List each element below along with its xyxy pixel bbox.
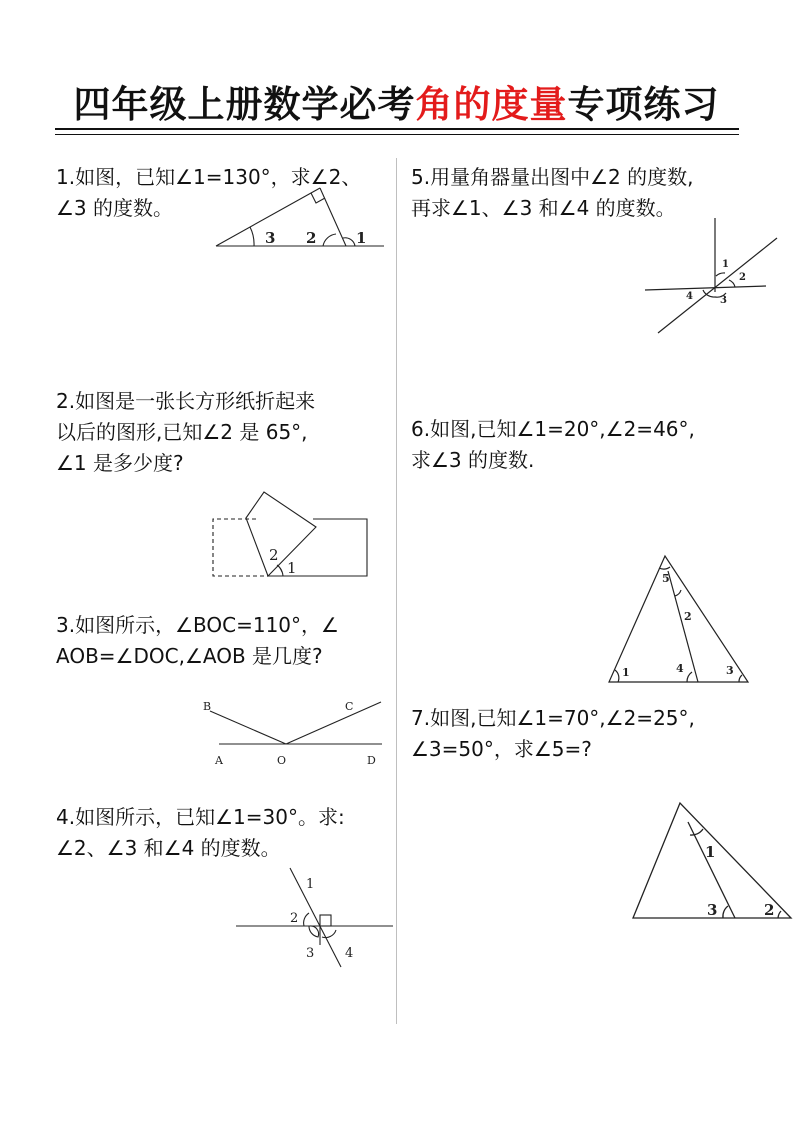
angle-label-3: 3: [726, 664, 734, 677]
question-line: 5.用量角器量出图中∠2 的度数,: [411, 165, 694, 189]
question-3: [56, 610, 339, 672]
angle-label-2: 2: [269, 546, 279, 564]
question-line: 以后的图形,已知∠2 是 65°,: [56, 420, 308, 444]
title-highlight: 角的度量: [415, 82, 568, 126]
angle-label-4: 4: [345, 946, 354, 961]
angle-label-5: 5: [662, 572, 670, 585]
angle-label-1: 1: [356, 229, 367, 247]
angle-label-3: 3: [707, 901, 718, 919]
angle-label-2: 2: [739, 272, 746, 283]
angle-label-1: 1: [306, 877, 315, 892]
angle-label-2: 2: [306, 229, 317, 247]
angle-label-4: 4: [676, 662, 684, 675]
question-line: 1.如图，已知∠1=130°，求∠2、: [56, 165, 362, 189]
question-line: ∠1 是多少度?: [56, 451, 184, 475]
point-label-C: C: [345, 700, 354, 713]
question-7: [411, 703, 695, 765]
point-label-B: B: [203, 700, 212, 713]
question-line: ∠3 的度数。: [56, 196, 174, 220]
point-label-A: A: [215, 754, 223, 767]
question-line: ∠2、∠3 和∠4 的度数。: [56, 836, 281, 860]
angle-label-2: 2: [290, 911, 299, 926]
point-label-D: D: [367, 754, 376, 767]
title-rule-thick: [55, 128, 739, 130]
angle-label-2: 2: [684, 610, 692, 623]
question-5: [411, 162, 693, 224]
angle-label-1: 1: [705, 843, 716, 861]
angle-label-4: 4: [686, 291, 693, 302]
question-line: 6.如图,已知∠1=20°,∠2=46°,: [411, 417, 695, 441]
question-4: [56, 802, 345, 864]
question-line: 再求∠1、∠3 和∠4 的度数。: [411, 196, 676, 220]
title-prefix: 四年级上册数学必考: [73, 82, 416, 126]
title-suffix: 专项练习: [567, 82, 720, 126]
question-line: 4.如图所示，已知∠1=30°。求:: [56, 805, 345, 829]
question-6: [411, 414, 695, 476]
title-rule-thin: [55, 134, 739, 135]
angle-label-3: 3: [265, 229, 276, 247]
angle-label-1: 1: [622, 666, 630, 679]
question-line: AOB=∠DOC,∠AOB 是几度?: [56, 644, 323, 668]
angle-label-1: 1: [722, 259, 729, 270]
page-title: [0, 74, 793, 128]
angle-label-1: 1: [287, 559, 297, 577]
question-line: 求∠3 的度数.: [411, 448, 535, 472]
angle-label-3: 3: [306, 946, 315, 961]
question-1: [56, 162, 361, 224]
question-line: 3.如图所示，∠BOC=110°，∠: [56, 613, 339, 637]
column-divider: [396, 158, 397, 1024]
angle-label-3: 3: [720, 295, 727, 306]
point-label-O: O: [277, 754, 287, 767]
question-2: [56, 386, 315, 479]
question-line: 7.如图,已知∠1=70°,∠2=25°,: [411, 706, 695, 730]
question-line: 2.如图是一张长方形纸折起来: [56, 389, 316, 413]
question-line: ∠3=50°，求∠5=?: [411, 737, 592, 761]
angle-label-2: 2: [764, 901, 775, 919]
